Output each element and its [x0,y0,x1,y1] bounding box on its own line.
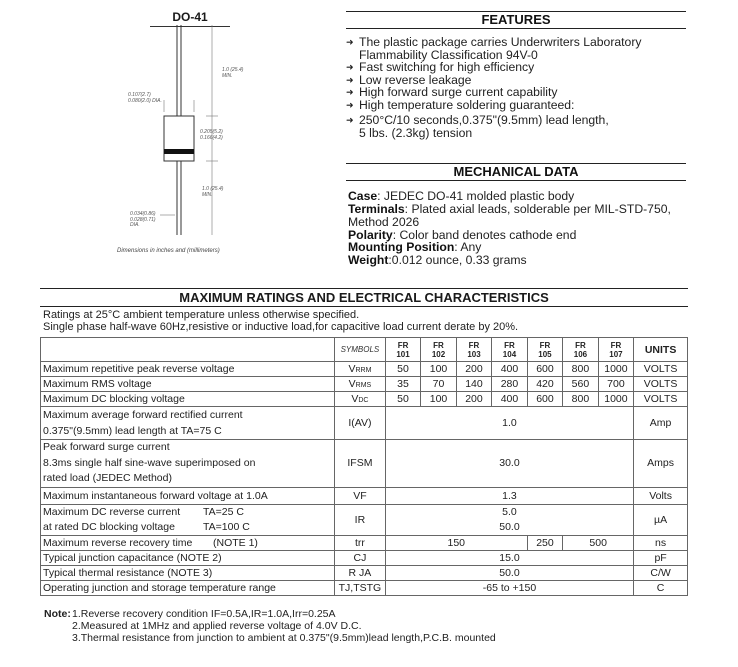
header-fr101: FR 101 [385,338,420,362]
header-fr104: FR 104 [492,338,527,362]
note-label: Note: [44,608,71,620]
bullet-arrow-icon: ➜ [346,74,354,85]
features-title: FEATURES [346,11,686,29]
bullet-arrow-icon: ➜ [346,99,354,110]
dim-wire-dia: 0.034(0.86) 0.028(0.71) DIA. [130,211,156,228]
table-header-row [41,338,688,362]
header-fr107: FR 107 [598,338,633,362]
mech-mounting: Mounting Position: Any [348,240,482,254]
header-desc [41,338,335,362]
table-row: Maximum RMS voltage VRMS 35 70 140 280 420 560 700 VOLTS [41,377,688,392]
note-1: 1.Reverse recovery condition IF=0.5A,IR=1.0A,Irr=0.25A [72,608,336,620]
mech-terminals: Terminals: Plated axial leads, solderable per MIL-STD-750, [348,202,671,216]
dim-bottom-lead: 1.0 (25.4) MIN. [202,186,224,198]
table-row: Operating junction and storage temperature range TJ,TSTG -65 to +150 C [41,580,688,595]
feature-item: ➜ Fast switching for high efficiency [346,60,535,74]
table-row: Maximum instantaneous forward voltage at 1.0A VF 1.3 Volts [41,487,688,504]
table-row: Peak forward surge current 8.3ms single half sine-wave superimposed on rated load (JEDEC Method) IFSM 30.0 Amps [41,440,688,488]
bullet-arrow-icon: ➜ [346,115,354,125]
diode-body [164,116,194,161]
feature-item: ➜ High forward surge current capability [346,85,558,99]
header-fr105: FR 105 [527,338,562,362]
header-units: UNITS [634,338,688,362]
ratings-condition-1: Ratings at 25°C ambient temperature unless otherwise specified. [43,309,360,321]
mech-polarity: Polarity: Color band denotes cathode end [348,228,577,242]
bullet-arrow-icon: ➜ [346,37,354,47]
table-row: Maximum DC reverse current TA=25 C at rated DC blocking voltage TA=100 C IR 5.0 50.0 µA [41,504,688,535]
table-row: Maximum repetitive peak reverse voltage VRRM 50 100 200 400 600 800 1000 VOLTS [41,362,688,377]
feature-item: ➜ High temperature soldering guaranteed: [346,97,575,112]
feature-item: ➜ The plastic package carries Underwriters Laboratory [346,35,642,49]
cathode-band [164,149,194,154]
mech-weight: Weight:0.012 ounce, 0.33 grams [348,253,527,267]
mech-case: Case: JEDEC DO-41 molded plastic body [348,189,575,203]
dim-body-length: 0.205(5.2) 0.166(4.2) [200,129,223,141]
header-symbols: SYMBOLS [335,338,386,362]
package-title: DO-41 [172,10,208,24]
feature-item: 5 lbs. (2.3kg) tension [359,125,473,140]
ratings-table [40,337,688,596]
ratings-title: MAXIMUM RATINGS AND ELECTRICAL CHARACTERISTICS [40,288,688,307]
header-fr106: FR 106 [563,338,598,362]
header-fr103: FR 103 [456,338,491,362]
header-fr102: FR 102 [421,338,456,362]
mech-terminals-cont: Method 2026 [348,215,420,229]
bullet-arrow-icon: ➜ [346,87,354,97]
mechanical-title: MECHANICAL DATA [346,163,686,181]
note-2: 2.Measured at 1MHz and applied reverse voltage of 4.0V D.C. [72,620,362,632]
ratings-condition-2: Single phase half-wave 60Hz,resistive or inductive load,for capacitive load current derate by 20%. [43,321,519,333]
feature-item: Flammability Classification 94V-0 [359,47,538,62]
table-row: Typical thermal resistance (NOTE 3) R JA 50.0 C/W [41,565,688,580]
table-row: Typical junction capacitance (NOTE 2) CJ 15.0 pF [41,550,688,565]
table-row: Maximum DC blocking voltage VDC 50 100 200 400 600 800 1000 VOLTS [41,392,688,407]
table-row: Maximum reverse recovery time (NOTE 1) trr 150 250 500 ns [41,535,688,550]
feature-item: ➜ Low reverse leakage [346,72,472,87]
dim-lead-dia: 0.107(2.7) 0.080(2.0) DIA. [128,92,162,104]
table-row: Maximum average forward rectified current 0.375"(9.5mm) lead length at TA=75 C I(AV) 1.0 Amp [41,407,688,440]
dimensions-caption: Dimensions in inches and (millimeters) [117,248,220,254]
dim-top-lead: 1.0 (25.4) MIN. [222,67,244,79]
feature-item: ➜ 250°C/10 seconds,0.375"(9.5mm) lead length, [346,113,609,127]
bullet-arrow-icon: ➜ [346,62,354,72]
note-3: 3.Thermal resistance from junction to ambient at 0.375"(9.5mm)lead length,P.C.B. mounted [72,632,496,644]
